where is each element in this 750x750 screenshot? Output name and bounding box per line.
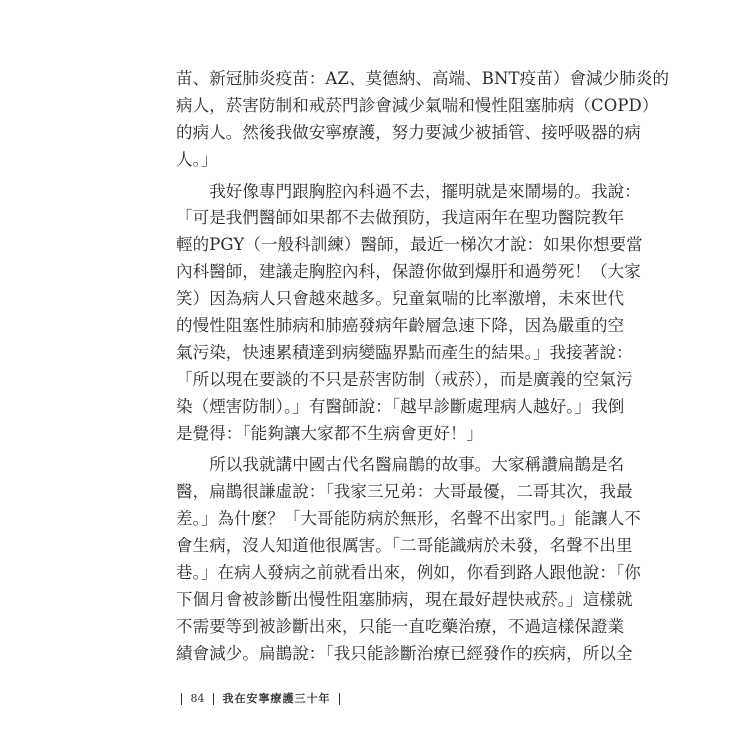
text-line: 下個月會被診斷出慢性阻塞肺病，現在最好趕快戒菸。」這樣就 [176, 589, 633, 609]
body-text [176, 66, 670, 668]
text-line: 的慢性阻塞性肺病和肺癌發病年齡層急速下降，因為嚴重的空 [176, 316, 625, 336]
text-line: 病人，菸害防制和戒菸門診會減少氣喘和慢性阻塞肺病（COPD） [176, 95, 659, 115]
page-number: 84 [190, 692, 205, 705]
text-line: 內科醫師，建議走胸腔內科，保證你做到爆肝和過勞死！（大家 [176, 262, 641, 282]
text-line: 是覺得：「能夠讓大家都不生病會更好！」 [176, 423, 484, 443]
text-line: 人。」 [176, 149, 218, 169]
text-line: 輕的PGY（一般科訓練）醫師，最近一梯次才說：如果你想要當 [176, 235, 643, 255]
page-footer [176, 690, 345, 708]
footer-divider [181, 693, 182, 705]
text-line: 醫，扁鵲很謙虛說：「我家三兄弟：大哥最優，二哥其次，我最 [176, 482, 633, 502]
text-line: 氣污染，快速累積達到病變臨界點而產生的結果。」我接著說： [176, 342, 633, 362]
text-line: 績會減少。扁鵲說：「我只能診斷治療已經發作的疾病，所以全 [176, 643, 633, 663]
text-line: 會生病，沒人知道他很厲害。「二哥能識病於未發，名聲不出里 [176, 536, 633, 556]
text-line: 「所以現在要談的不只是菸害防制（戒菸），而是廣義的空氣污 [176, 369, 633, 389]
text-line: 「可是我們醫師如果都不去做預防，我這兩年在聖功醫院教年 [176, 208, 625, 228]
text-line: 苗、新冠肺炎疫苗：AZ、莫德納、高端、BNT疫苗）會減少肺炎的 [176, 69, 670, 88]
text-line: 染（煙害防制）。」有醫師說：「越早診斷處理病人越好。」我倒 [176, 396, 625, 416]
paragraph [176, 179, 643, 448]
text-line: 差。」為什麼？「大哥能防病於無形，名聲不出家門。」能讓人不 [176, 509, 641, 529]
text-line: 笑）因為病人只會越來越多。兒童氣喘的比率激增，未來世代 [176, 289, 625, 309]
footer-divider [213, 693, 214, 705]
text-line: 我好像專門跟胸腔內科過不去，擺明就是來鬧場的。我說： [176, 181, 641, 201]
text-line: 所以我就講中國古代名醫扁鵲的故事。大家稱讚扁鵲是名 [176, 455, 625, 475]
footer-divider [339, 693, 340, 705]
text-line: 不需要等到被診斷出來，只能一直吃藥治療，不過這樣保證業 [176, 616, 625, 636]
book-title: 我在安寧療護三十年 [222, 692, 331, 705]
paragraph [176, 452, 641, 667]
paragraph [176, 66, 670, 174]
text-line: 的病人。然後我做安寧療護，努力要減少被插管、接呼吸器的病 [176, 122, 641, 142]
text-line: 巷。」在病人發病之前就看出來，例如，你看到路人跟他說：「你 [176, 563, 641, 583]
